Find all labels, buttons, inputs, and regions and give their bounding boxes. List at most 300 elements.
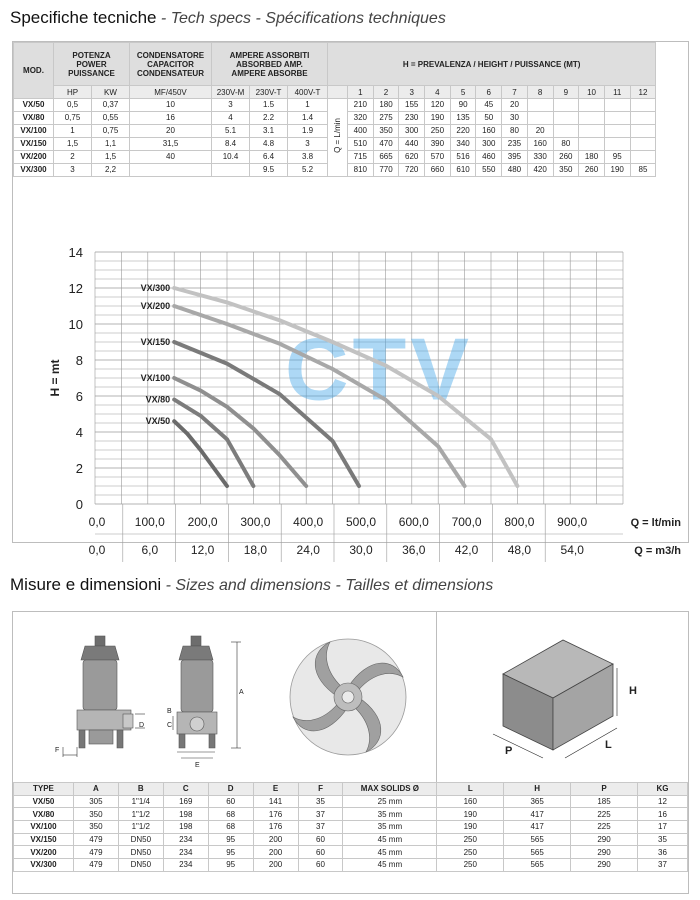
dim-cell: 290 bbox=[571, 846, 638, 859]
col-ampere bbox=[212, 43, 328, 86]
dim-cell: 25 mm bbox=[343, 795, 437, 808]
dim-cell: 68 bbox=[208, 808, 253, 821]
dim-cell: 95 bbox=[208, 833, 253, 846]
cell-flow: 470 bbox=[373, 138, 399, 151]
spec-panel bbox=[12, 41, 689, 557]
dim-col-header: E bbox=[253, 783, 298, 796]
dim-cell: 12 bbox=[637, 795, 687, 808]
cell-flow: 180 bbox=[373, 99, 399, 112]
spec-table bbox=[13, 42, 656, 177]
cell-flow bbox=[553, 125, 579, 138]
dim-col-header: D bbox=[208, 783, 253, 796]
col-prevalenza: H = PREVALENZA / HEIGHT / PUISSANCE (MT) bbox=[328, 43, 656, 86]
x-tick-label: 900,0 bbox=[557, 515, 588, 529]
series-label: VX/80 bbox=[145, 394, 171, 405]
cell-flow bbox=[527, 112, 553, 125]
col-mod: MOD. bbox=[14, 43, 54, 99]
dim-cell: 169 bbox=[163, 795, 208, 808]
cell-mf: 40 bbox=[130, 151, 212, 164]
y-tick-label: 14 bbox=[68, 245, 83, 260]
x-tick-label-m3h: 12,0 bbox=[190, 543, 215, 557]
dim-cell: 45 mm bbox=[343, 846, 437, 859]
cell-kw: 0,75 bbox=[92, 125, 130, 138]
cell-flow: 20 bbox=[502, 99, 528, 112]
label-b: B bbox=[167, 708, 172, 715]
dim-row bbox=[14, 846, 688, 859]
cell-flow: 770 bbox=[373, 164, 399, 177]
x-tick-label-m3h: 42,0 bbox=[454, 543, 479, 557]
series-line-vx-80 bbox=[174, 400, 253, 486]
cell-flow: 180 bbox=[579, 151, 605, 164]
cell-mf: 10 bbox=[130, 99, 212, 112]
dim-cell: 225 bbox=[571, 821, 638, 834]
series-label: VX/200 bbox=[140, 301, 171, 311]
dim-cell: 417 bbox=[504, 821, 571, 834]
potenza-fr: PUISSANCE bbox=[68, 68, 115, 78]
cell-flow: 620 bbox=[399, 151, 425, 164]
cell-flow bbox=[527, 99, 553, 112]
cell-mf: 31,5 bbox=[130, 138, 212, 151]
dim-cell: 305 bbox=[73, 795, 118, 808]
specs-title-sub: - Tech specs - Spécifications techniques bbox=[156, 10, 446, 27]
x-tick-label: 600,0 bbox=[398, 515, 429, 529]
cell-flow: 660 bbox=[425, 164, 451, 177]
cell-flow: 90 bbox=[450, 99, 476, 112]
cell-flow: 610 bbox=[450, 164, 476, 177]
x-tick-label: 700,0 bbox=[451, 515, 482, 529]
dim-col-header: TYPE bbox=[14, 783, 74, 796]
cell-flow: 80 bbox=[553, 138, 579, 151]
dim-cell: 198 bbox=[163, 821, 208, 834]
dim-cell: 350 bbox=[73, 821, 118, 834]
specs-title bbox=[10, 8, 446, 28]
drawings-svg bbox=[13, 612, 690, 782]
dim-cell: 45 mm bbox=[343, 833, 437, 846]
cell-230t: 6.4 bbox=[250, 151, 288, 164]
dim-cell: 35 mm bbox=[343, 821, 437, 834]
dim-cell: 479 bbox=[73, 833, 118, 846]
cell-flow bbox=[579, 125, 605, 138]
dim-cell: 565 bbox=[504, 846, 571, 859]
dim-cell: 290 bbox=[571, 859, 638, 872]
potenza-en: POWER bbox=[76, 59, 107, 69]
dimensions-panel bbox=[12, 611, 689, 894]
dim-col-header: MAX SOLIDS Ø bbox=[343, 783, 437, 796]
dim-col-header: F bbox=[298, 783, 343, 796]
cell-flow: 20 bbox=[527, 125, 553, 138]
y-axis-label: H = mt bbox=[48, 359, 62, 397]
cell-flow bbox=[630, 112, 656, 125]
dim-cell: 68 bbox=[208, 821, 253, 834]
cell-flow: 665 bbox=[373, 151, 399, 164]
cell-flow: 420 bbox=[527, 164, 553, 177]
cell-230t: 4.8 bbox=[250, 138, 288, 151]
dim-col-header: KG bbox=[637, 783, 687, 796]
dim-cell: 35 bbox=[637, 833, 687, 846]
dim-cell: 185 bbox=[571, 795, 638, 808]
cell-mod: VX/300 bbox=[14, 164, 54, 177]
dim-cell: 36 bbox=[637, 846, 687, 859]
label-l: L bbox=[605, 739, 612, 751]
col-230m: 230V-M bbox=[212, 86, 250, 99]
amp-it: AMPERE ASSORBITI bbox=[229, 50, 310, 60]
dim-col-header: L bbox=[437, 783, 504, 796]
h-9: 9 bbox=[553, 86, 579, 99]
cell-flow: 340 bbox=[450, 138, 476, 151]
cell-flow: 220 bbox=[450, 125, 476, 138]
cell-400t: 1.9 bbox=[288, 125, 328, 138]
cell-400t: 3 bbox=[288, 138, 328, 151]
dim-cell: 250 bbox=[437, 833, 504, 846]
pump-front-drawing bbox=[77, 636, 133, 748]
cell-mod: VX/200 bbox=[14, 151, 54, 164]
dim-row bbox=[14, 795, 688, 808]
cell-flow: 80 bbox=[502, 125, 528, 138]
label-f: F bbox=[55, 747, 60, 754]
col-mf: MF/450V bbox=[130, 86, 212, 99]
dim-cell: 234 bbox=[163, 859, 208, 872]
dim-cell: 250 bbox=[437, 859, 504, 872]
q-label: Q = L/min bbox=[332, 118, 342, 153]
dim-cell: DN50 bbox=[118, 859, 163, 872]
package-box-drawing bbox=[493, 640, 617, 758]
series-label: VX/50 bbox=[145, 416, 171, 427]
dimension-drawings bbox=[13, 612, 690, 782]
cell-mf bbox=[130, 164, 212, 177]
dim-cell: 1"1/4 bbox=[118, 795, 163, 808]
dim-col-header: B bbox=[118, 783, 163, 796]
cell-flow: 460 bbox=[476, 151, 502, 164]
x-tick-label: 0,0 bbox=[88, 515, 106, 529]
cell-flow: 85 bbox=[630, 164, 656, 177]
dimensions-title-sub: - Sizes and dimensions - Tailles et dimensions bbox=[161, 577, 494, 594]
dim-cell: 37 bbox=[298, 821, 343, 834]
cell-mod: VX/100 bbox=[14, 125, 54, 138]
cell-flow: 230 bbox=[399, 112, 425, 125]
y-tick-label: 6 bbox=[75, 389, 83, 404]
dim-col-header: C bbox=[163, 783, 208, 796]
col-230t: 230V-T bbox=[250, 86, 288, 99]
dim-col-header: A bbox=[73, 783, 118, 796]
cell-flow: 190 bbox=[604, 164, 630, 177]
cell-hp: 0,75 bbox=[54, 112, 92, 125]
cell-mf: 16 bbox=[130, 112, 212, 125]
x-tick-label-m3h: 54,0 bbox=[560, 543, 584, 557]
h-11: 11 bbox=[604, 86, 630, 99]
x-tick-label-m3h: 18,0 bbox=[243, 543, 268, 557]
dim-cell-type: VX/150 bbox=[14, 833, 74, 846]
x-tick-label: 300,0 bbox=[240, 515, 271, 529]
cell-hp: 1,5 bbox=[54, 138, 92, 151]
y-tick-label: 8 bbox=[75, 353, 83, 368]
cell-hp: 0,5 bbox=[54, 99, 92, 112]
cell-230t: 1.5 bbox=[250, 99, 288, 112]
x-tick-label: 200,0 bbox=[187, 515, 218, 529]
x-tick-label: 800,0 bbox=[504, 515, 535, 529]
dim-cell: 198 bbox=[163, 808, 208, 821]
dim-cell: 35 bbox=[298, 795, 343, 808]
impeller-drawing bbox=[290, 639, 406, 755]
cell-230m: 3 bbox=[212, 99, 250, 112]
dim-cell: 365 bbox=[504, 795, 571, 808]
cell-flow: 810 bbox=[348, 164, 374, 177]
cell-flow bbox=[604, 138, 630, 151]
cell-flow: 570 bbox=[425, 151, 451, 164]
cell-flow: 50 bbox=[476, 112, 502, 125]
cell-flow bbox=[604, 125, 630, 138]
dimensions-header-row bbox=[14, 783, 688, 796]
dim-cell: 479 bbox=[73, 859, 118, 872]
cell-flow bbox=[630, 99, 656, 112]
cell-flow: 120 bbox=[425, 99, 451, 112]
cell-mod: VX/150 bbox=[14, 138, 54, 151]
cell-flow: 516 bbox=[450, 151, 476, 164]
cell-230t: 3.1 bbox=[250, 125, 288, 138]
h-1: 1 bbox=[348, 86, 374, 99]
label-c: C bbox=[167, 722, 173, 729]
x-tick-label: 100,0 bbox=[134, 515, 165, 529]
cell-kw: 1,5 bbox=[92, 151, 130, 164]
cell-flow: 210 bbox=[348, 99, 374, 112]
drawing-divider bbox=[436, 612, 437, 782]
series-label: VX/100 bbox=[140, 373, 171, 383]
cell-230m: 4 bbox=[212, 112, 250, 125]
dim-row bbox=[14, 859, 688, 872]
cell-kw: 0,55 bbox=[92, 112, 130, 125]
cell-flow: 350 bbox=[553, 164, 579, 177]
h-8: 8 bbox=[527, 86, 553, 99]
cell-flow: 235 bbox=[502, 138, 528, 151]
x-tick-label-m3h: 6,0 bbox=[141, 543, 159, 557]
dim-cell: 60 bbox=[298, 833, 343, 846]
potenza-it: POTENZA bbox=[72, 50, 111, 60]
dim-row bbox=[14, 821, 688, 834]
cell-hp: 2 bbox=[54, 151, 92, 164]
dim-cell: 200 bbox=[253, 833, 298, 846]
amp-fr: AMPERE ABSORBE bbox=[231, 68, 308, 78]
dim-cell: 37 bbox=[298, 808, 343, 821]
dim-cell: 95 bbox=[208, 846, 253, 859]
q-label-cell bbox=[328, 99, 348, 177]
cell-mf: 20 bbox=[130, 125, 212, 138]
amp-en: ABSORBED AMP. bbox=[236, 59, 303, 69]
x-axis-label: Q = lt/min bbox=[630, 517, 681, 529]
dim-cell-type: VX/100 bbox=[14, 821, 74, 834]
dim-cell: 417 bbox=[504, 808, 571, 821]
x-tick-label-m3h: 24,0 bbox=[296, 543, 320, 557]
cell-kw: 0,37 bbox=[92, 99, 130, 112]
cell-flow: 250 bbox=[425, 125, 451, 138]
cell-flow: 45 bbox=[476, 99, 502, 112]
dim-cell: 35 mm bbox=[343, 808, 437, 821]
cell-230t: 2.2 bbox=[250, 112, 288, 125]
dim-cell: 350 bbox=[73, 808, 118, 821]
cell-flow: 480 bbox=[502, 164, 528, 177]
dim-cell: 16 bbox=[637, 808, 687, 821]
dimensions-title bbox=[10, 575, 493, 595]
dimensions-table bbox=[13, 782, 688, 872]
cell-flow: 160 bbox=[527, 138, 553, 151]
cell-230t: 9.5 bbox=[250, 164, 288, 177]
cell-flow: 300 bbox=[399, 125, 425, 138]
col-kw: KW bbox=[92, 86, 130, 99]
cell-flow: 275 bbox=[373, 112, 399, 125]
label-e: E bbox=[195, 762, 200, 769]
specs-title-main: Specifiche tecniche bbox=[10, 8, 157, 27]
series-label: VX/150 bbox=[140, 337, 171, 347]
dim-cell: 200 bbox=[253, 859, 298, 872]
cell-flow bbox=[630, 125, 656, 138]
dim-cell-type: VX/80 bbox=[14, 808, 74, 821]
y-tick-label: 10 bbox=[68, 317, 83, 332]
x-tick-label-m3h: 30,0 bbox=[349, 543, 373, 557]
dim-cell: 479 bbox=[73, 846, 118, 859]
dim-cell: 37 bbox=[637, 859, 687, 872]
dim-cell: 45 mm bbox=[343, 859, 437, 872]
h-5: 5 bbox=[450, 86, 476, 99]
cell-flow bbox=[630, 138, 656, 151]
cell-hp: 3 bbox=[54, 164, 92, 177]
dim-col-header: P bbox=[571, 783, 638, 796]
col-400t: 400V-T bbox=[288, 86, 328, 99]
h-2: 2 bbox=[373, 86, 399, 99]
dim-cell: 160 bbox=[437, 795, 504, 808]
dim-cell: 190 bbox=[437, 808, 504, 821]
cell-flow bbox=[630, 151, 656, 164]
x-tick-label: 400,0 bbox=[293, 515, 324, 529]
cell-400t: 3.8 bbox=[288, 151, 328, 164]
pump-side-drawing bbox=[177, 636, 217, 748]
dim-cell: 95 bbox=[208, 859, 253, 872]
dim-cell: 250 bbox=[437, 846, 504, 859]
col-hp: HP bbox=[54, 86, 92, 99]
dim-row bbox=[14, 808, 688, 821]
h-10: 10 bbox=[579, 86, 605, 99]
dim-cell: 190 bbox=[437, 821, 504, 834]
label-p: P bbox=[505, 745, 513, 757]
dim-cell: 225 bbox=[571, 808, 638, 821]
dim-cell: 290 bbox=[571, 833, 638, 846]
cell-230m: 5.1 bbox=[212, 125, 250, 138]
dim-cell: 141 bbox=[253, 795, 298, 808]
dim-cell: 60 bbox=[298, 859, 343, 872]
cond-it: CONDENSATORE bbox=[136, 50, 205, 60]
dimensions-title-main: Misure e dimensioni bbox=[10, 575, 162, 594]
cell-flow: 30 bbox=[502, 112, 528, 125]
h-12: 12 bbox=[630, 86, 656, 99]
dim-cell-type: VX/300 bbox=[14, 859, 74, 872]
x-tick-label-m3h: 48,0 bbox=[507, 543, 532, 557]
dim-cell: 565 bbox=[504, 833, 571, 846]
cell-flow bbox=[553, 112, 579, 125]
dim-cell: 200 bbox=[253, 846, 298, 859]
cell-flow: 350 bbox=[373, 125, 399, 138]
cell-mod: VX/80 bbox=[14, 112, 54, 125]
cell-400t: 1 bbox=[288, 99, 328, 112]
cell-flow bbox=[579, 138, 605, 151]
performance-chart bbox=[13, 194, 690, 557]
cell-flow: 95 bbox=[604, 151, 630, 164]
dim-cell: 1"1/2 bbox=[118, 808, 163, 821]
series-label: VX/300 bbox=[140, 283, 171, 293]
spec-row bbox=[14, 99, 656, 112]
cell-hp: 1 bbox=[54, 125, 92, 138]
x-tick-label-m3h: 0,0 bbox=[88, 543, 106, 557]
cell-flow: 320 bbox=[348, 112, 374, 125]
h-6: 6 bbox=[476, 86, 502, 99]
cell-flow: 135 bbox=[450, 112, 476, 125]
dim-cell: 234 bbox=[163, 833, 208, 846]
dim-cell: 60 bbox=[208, 795, 253, 808]
q-corner bbox=[328, 86, 348, 99]
cell-flow bbox=[604, 112, 630, 125]
dim-cell-type: VX/50 bbox=[14, 795, 74, 808]
h-4: 4 bbox=[425, 86, 451, 99]
cell-mod: VX/50 bbox=[14, 99, 54, 112]
x-tick-label-m3h: 36,0 bbox=[402, 543, 426, 557]
dim-cell: 1"1/2 bbox=[118, 821, 163, 834]
x-tick-label: 500,0 bbox=[345, 515, 377, 529]
cell-flow: 190 bbox=[425, 112, 451, 125]
cell-flow: 715 bbox=[348, 151, 374, 164]
label-h: H bbox=[629, 685, 637, 697]
label-d: D bbox=[139, 722, 145, 729]
y-tick-label: 0 bbox=[75, 497, 83, 512]
cell-flow: 330 bbox=[527, 151, 553, 164]
y-tick-label: 2 bbox=[75, 461, 83, 476]
dim-cell: DN50 bbox=[118, 833, 163, 846]
cell-kw: 1,1 bbox=[92, 138, 130, 151]
cell-400t: 1.4 bbox=[288, 112, 328, 125]
cell-flow: 400 bbox=[348, 125, 374, 138]
dim-cell: 17 bbox=[637, 821, 687, 834]
cell-flow bbox=[579, 112, 605, 125]
cell-flow: 260 bbox=[553, 151, 579, 164]
cell-230m bbox=[212, 164, 250, 177]
dim-cell: 234 bbox=[163, 846, 208, 859]
cell-flow: 260 bbox=[579, 164, 605, 177]
cell-flow: 510 bbox=[348, 138, 374, 151]
cell-kw: 2,2 bbox=[92, 164, 130, 177]
y-tick-label: 12 bbox=[68, 281, 83, 296]
cell-flow bbox=[579, 99, 605, 112]
cond-fr: CONDENSATEUR bbox=[137, 68, 204, 78]
cell-flow bbox=[604, 99, 630, 112]
cell-flow: 440 bbox=[399, 138, 425, 151]
col-condensatore bbox=[130, 43, 212, 86]
cell-230m: 10.4 bbox=[212, 151, 250, 164]
x-axis-label-m3h: Q = m3/h bbox=[634, 545, 681, 557]
cell-400t: 5.2 bbox=[288, 164, 328, 177]
cell-flow bbox=[553, 99, 579, 112]
cell-flow: 300 bbox=[476, 138, 502, 151]
y-tick-label: 4 bbox=[75, 425, 83, 440]
cell-flow: 395 bbox=[502, 151, 528, 164]
dim-cell: 176 bbox=[253, 821, 298, 834]
cell-flow: 390 bbox=[425, 138, 451, 151]
cell-230m: 8.4 bbox=[212, 138, 250, 151]
cell-flow: 160 bbox=[476, 125, 502, 138]
watermark: CTV bbox=[285, 319, 473, 419]
dim-col-header: H bbox=[504, 783, 571, 796]
dim-row bbox=[14, 833, 688, 846]
cond-en: CAPACITOR bbox=[147, 59, 194, 69]
cell-flow: 155 bbox=[399, 99, 425, 112]
dim-cell: 60 bbox=[298, 846, 343, 859]
dim-cell: 565 bbox=[504, 859, 571, 872]
h-7: 7 bbox=[502, 86, 528, 99]
h-3: 3 bbox=[399, 86, 425, 99]
